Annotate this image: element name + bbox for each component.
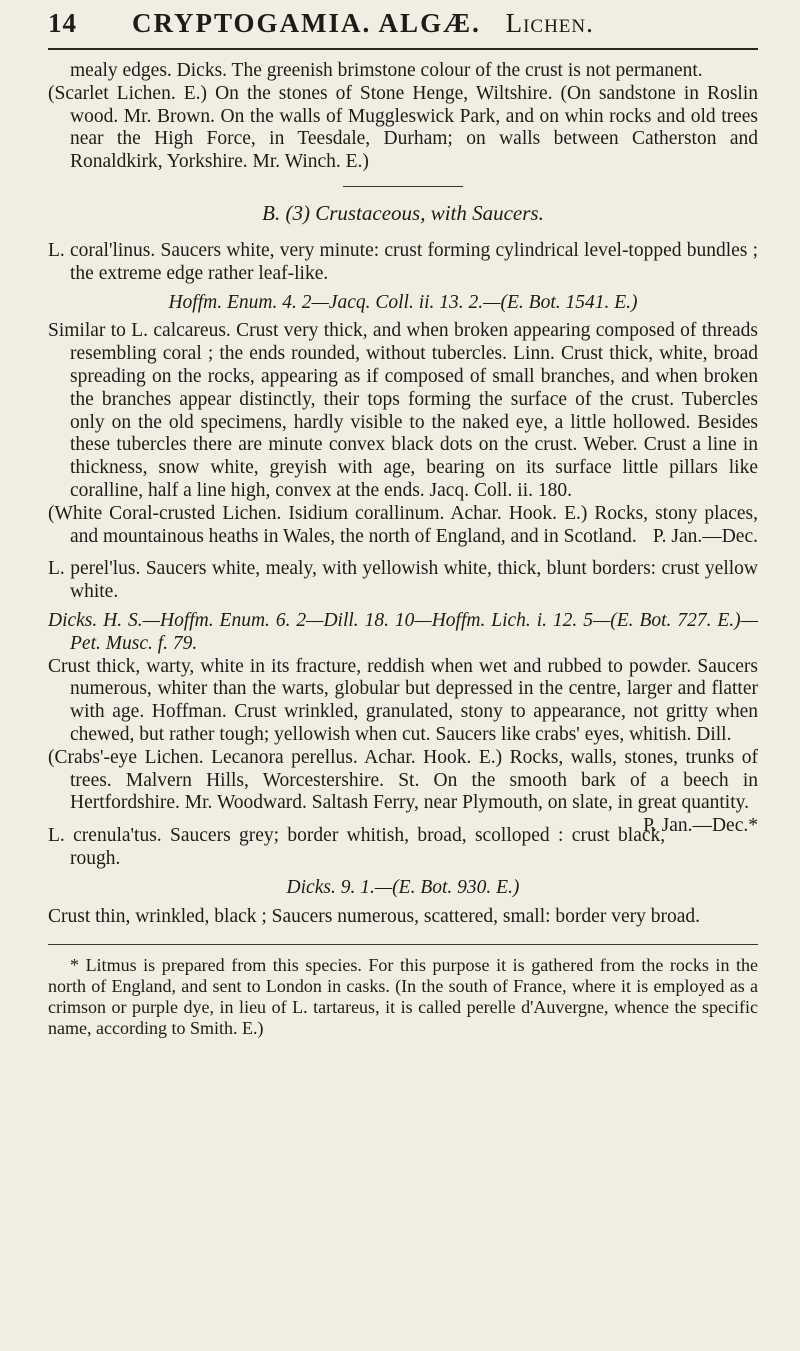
species-entry-perellus: L. perel'lus. Saucers white, mealy, with yellowish white, thick, blunt borders: crust yellow white. (48, 558, 758, 603)
reference-line: Dicks. H. S.—Hoffm. Enum. 6. 2—Dill. 18. 10—Hoffm. Lich. i. 12. 5—(E. Bot. 727. E.)—Pet. Musc. f. 79. (48, 609, 758, 654)
habitat-text: (Crabs'-eye Lichen. Lecanora perellus. Achar. Hook. E.) Rocks, walls, stones, trunks of trees. Malvern Hills, Worcestershire. St. On the smooth bark of a beech in Hertfordshire. Mr. Woodward. Saltash Ferry, near Plymouth, on slate, in great quantity. (48, 746, 758, 814)
reference-line: Hoffm. Enum. 4. 2—Jacq. Coll. ii. 13. 2.—(E. Bot. 1541. E.) (168, 291, 638, 313)
flowering-season: P. Jan.—Dec. (652, 525, 758, 547)
header-rule (48, 48, 758, 50)
habitat-text: (White Coral-crusted Lichen. Isidium corallinum. Achar. Hook. E.) Rocks, stony places, and mountainous heaths in Wales, the north of England, and in Scotland. (48, 502, 758, 547)
page-number: 14 (48, 8, 77, 38)
paragraph-continuation: mealy edges. Dicks. The greenish brimstone colour of the crust is not permanent. (70, 60, 703, 81)
flowering-season: P. Jan.—Dec.* (643, 815, 758, 837)
description-paragraph: Similar to L. calcareus. Crust very thick, and when broken appearing composed of threads resembling coral ; the ends rounded, without tubercles. Linn. Crust thick, white, broad spreading on the rocks, appearing as if composed of small branches, and when broken the branches appear distinctly, their tops forming the surface of the crust. Tubercles only on the old specimens, hardly visible to the naked eye, a little hollowed. Besides these tubercles there are minute convex black dots on the crust. Weber. Crust a line in thickness, snow white, greyish with age, bearing on its surface little pillars like coralline, half a line high, convex at the ends. Jacq. Coll. ii. 180. (48, 320, 758, 501)
species-entry-coralinus: L. coral'linus. Saucers white, very minute: crust forming cylindrical level-topped bundles ; the extreme edge rather leaf-like. (48, 239, 758, 284)
running-title-main: CRYPTOGAMIA. ALGÆ. (132, 8, 481, 38)
habitat-paragraph (48, 503, 758, 549)
footnote: * Litmus is prepared from this species. For this purpose it is gathered from the rocks in the north of England, and sent to London in casks. (In the south of France, where it is employed as a crimson or purple dye, in lieu of L. tartareus, it is called perelle d'Auvergne, whence the specific name, according to Smith. E.) (48, 955, 758, 1039)
description-paragraph: Crust thick, warty, white in its fracture, reddish when wet and rubbed to powder. Saucers numerous, whiter than the warts, globular but depressed in the centre, larger and flatter with age. Hoffman. Crust wrinkled, granulated, stony to appearance, not gritty when chewed, but rather tough; yellowish when cut. Saucers like crabs' eyes, whitish. Dill. (48, 655, 758, 745)
species-entry-crenulatus: L. crenula'tus. Saucers grey; border whitish, broad, scolloped : crust black, rough. (48, 825, 666, 869)
section-divider (343, 186, 463, 187)
habitat-paragraph (48, 746, 758, 837)
running-title (132, 8, 594, 39)
section-heading: B. (3) Crustaceous, with Saucers. (262, 200, 544, 225)
paragraph-habitat: (Scarlet Lichen. E.) On the stones of Stone Henge, Wiltshire. (On sandstone in Roslin wood. Mr. Brown. On the walls of Muggleswick Park, and on whin rocks and old trees near the High Force, in Teesdale, Durham; on walls between Catherston and Ronaldkirk, Yorkshire. Mr. Winch. E.) (48, 82, 758, 173)
description-paragraph: Crust thin, wrinkled, black ; Saucers numerous, scattered, small: border very broad. (48, 905, 700, 927)
running-title-section: Lichen. (505, 8, 594, 38)
footnote-rule (48, 944, 758, 945)
reference-line: Dicks. 9. 1.—(E. Bot. 930. E.) (286, 876, 520, 898)
running-head (48, 8, 758, 42)
